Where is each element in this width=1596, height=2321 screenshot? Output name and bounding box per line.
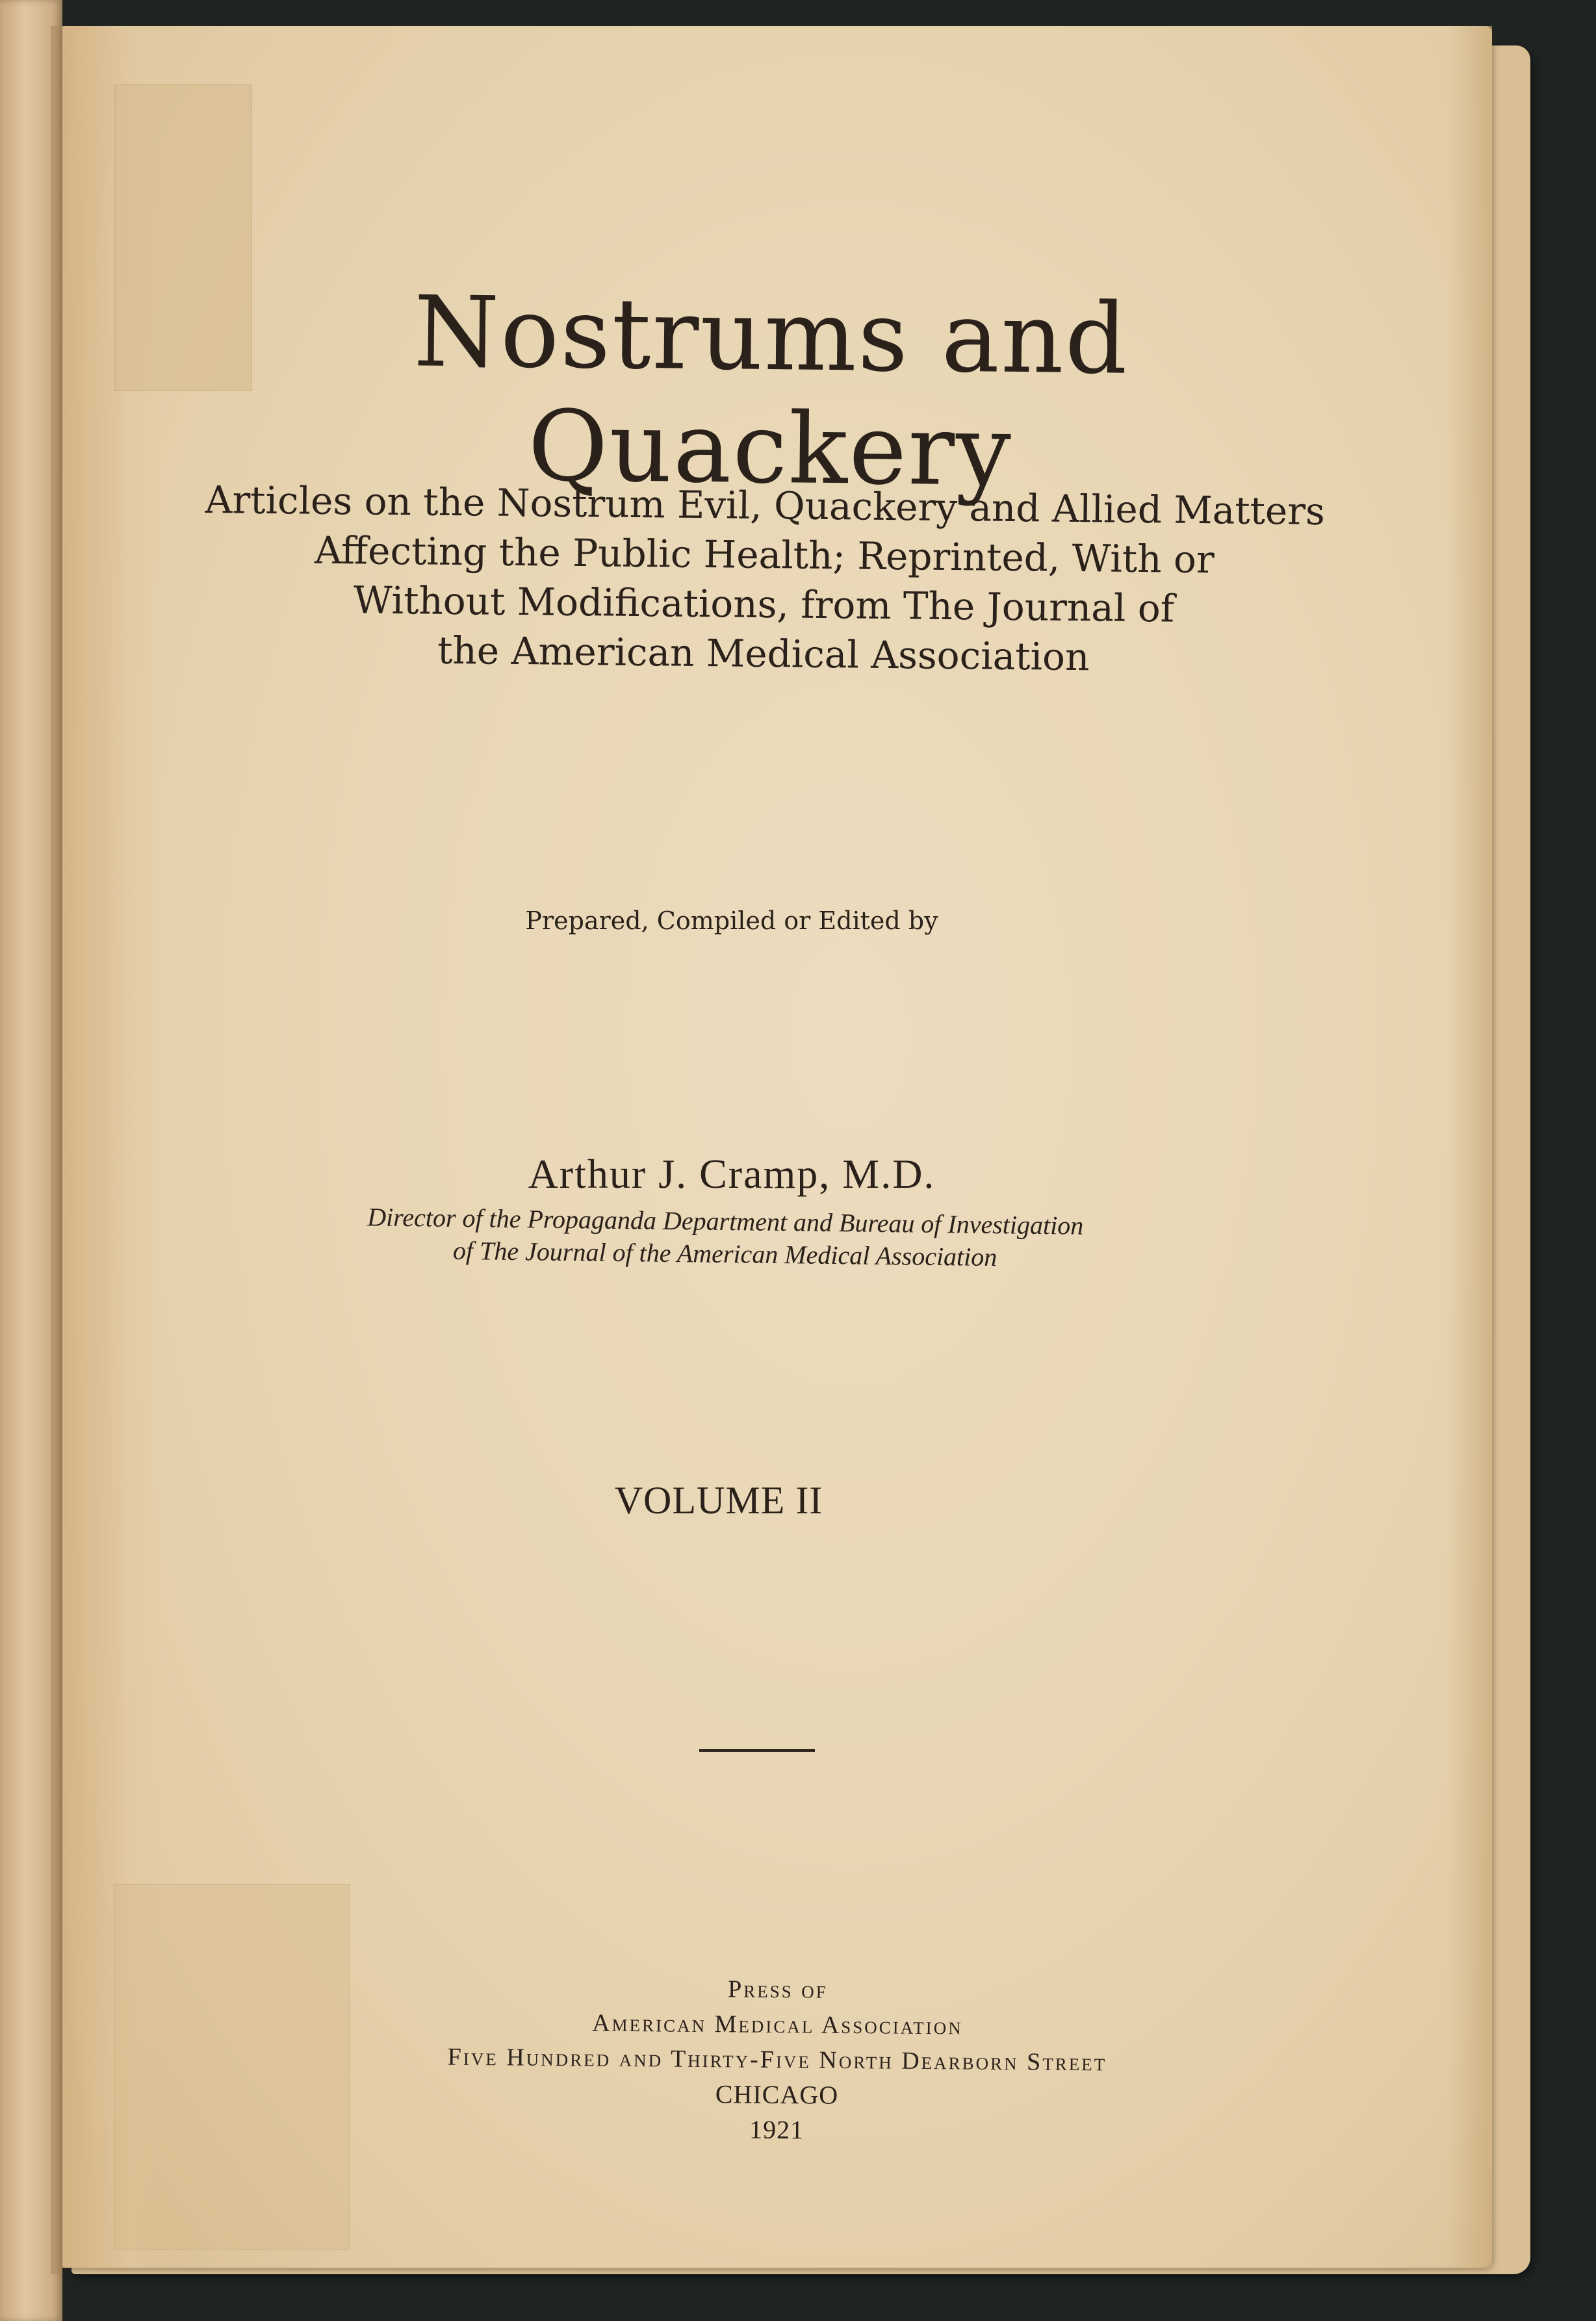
imprint-press: Press of — [727, 1975, 828, 2004]
imprint-association: American Medical Association — [592, 2009, 963, 2040]
volume-label: VOLUME II — [614, 1479, 823, 1522]
author-role-line: of The Journal of the American Medical Association — [452, 1235, 997, 1272]
subtitle-line: Articles on the Nostrum Evil, Quackery and Allied Matters — [205, 477, 1326, 534]
spine-edge — [51, 26, 62, 2274]
prepared-by-line: Prepared, Compiled or Edited by — [525, 906, 938, 935]
author-role — [140, 1198, 1310, 1277]
subtitle-line: Affecting the Public Health; Reprinted, With or — [314, 528, 1215, 582]
subtitle-line: the American Medical Association — [437, 628, 1090, 680]
author-role-line: Director of the Propaganda Department and Bureau of Investigation — [367, 1202, 1084, 1240]
author-name: Arthur J. Cramp, M.D. — [528, 1151, 936, 1197]
subtitle-line: Without Modifications, from The Journal of — [353, 578, 1175, 631]
imprint-year: 1921 — [749, 2114, 804, 2145]
title-page — [62, 26, 1492, 2268]
frayed-edge — [1447, 26, 1492, 2268]
divider-rule — [699, 1749, 815, 1752]
book-title: Nostrums and Quackery — [413, 276, 1129, 508]
imprint-city: CHICAGO — [715, 2079, 839, 2110]
imprint-address: Five Hundred and Thirty-Five North Dearborn Street — [447, 2043, 1107, 2077]
book-subtitle — [159, 474, 1369, 684]
publisher-imprint — [166, 1967, 1389, 2153]
